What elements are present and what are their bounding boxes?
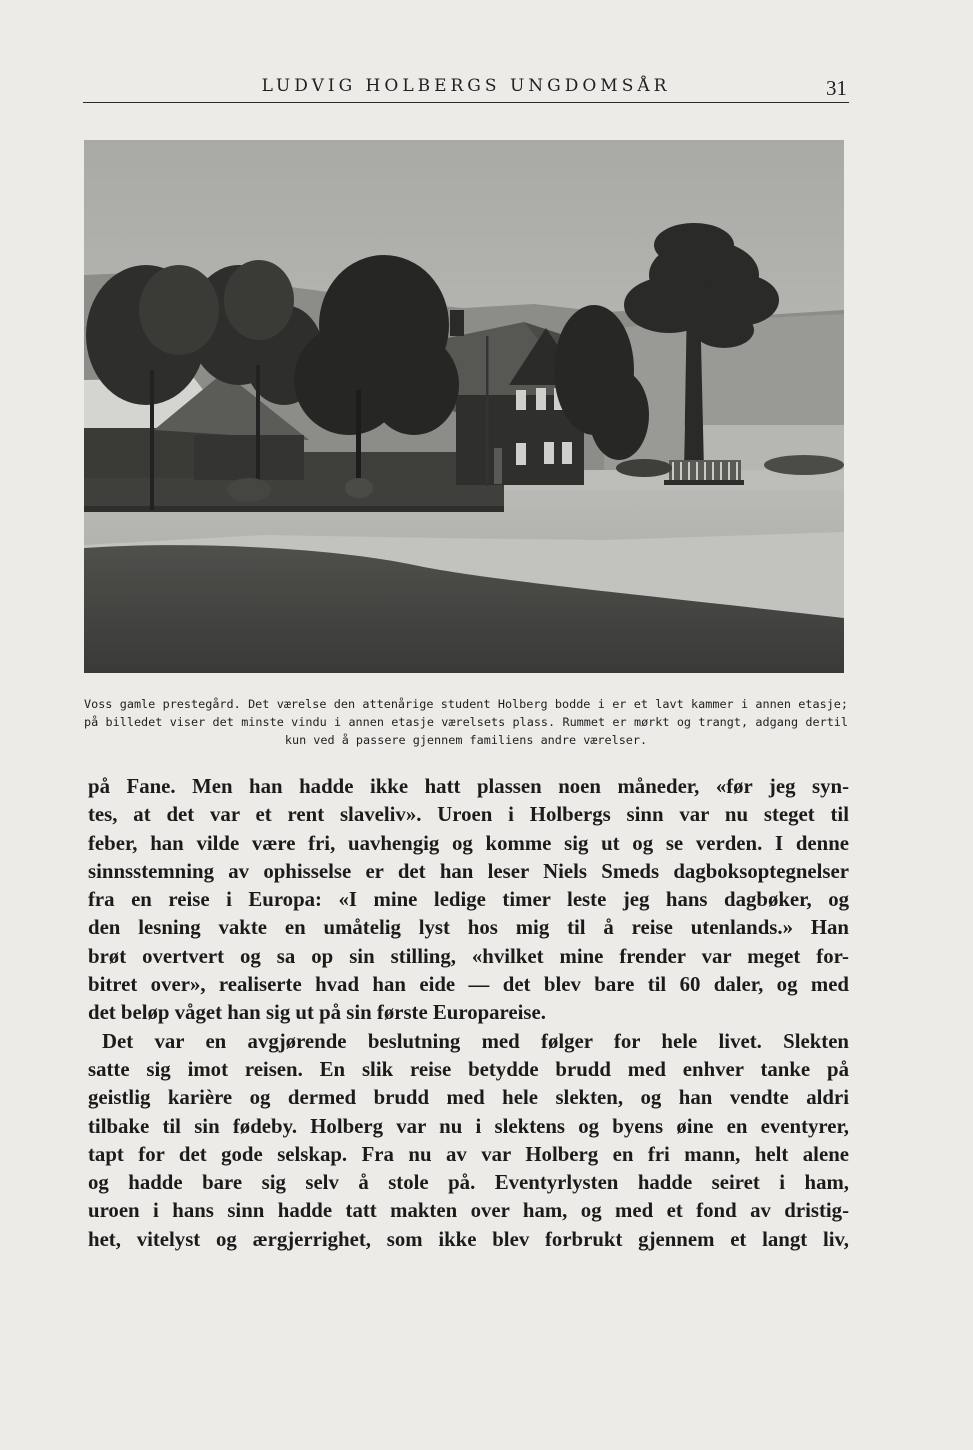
text-line: brøt overtvert og sa op sin stilling, «hvilket mine frender var meget for- xyxy=(88,944,849,968)
paragraph-end-line: det beløp våget han sig ut på sin første Europareise. xyxy=(88,1001,546,1025)
text-line: og hadde bare sig selv å stole på. Eventyrlysten hadde seiret i ham, xyxy=(88,1171,849,1195)
photograph-parsonage xyxy=(84,140,844,673)
text-line: geistlig karière og dermed brudd med hele slekten, og han vendte aldri xyxy=(88,1086,849,1110)
text-line: satte sig imot reisen. En slik reise betydde brudd med enhver tanke på xyxy=(88,1057,849,1081)
text-line: tes, at det var et rent slaveliv». Uroen i Holbergs sinn var nu steget til xyxy=(88,803,849,827)
text-line: feber, han vilde være fri, uavhengig og komme sig ut og se verden. I denne xyxy=(88,831,849,855)
text-line: tapt for det gode selskap. Fra nu av var Holberg en fri mann, helt alene xyxy=(88,1142,849,1166)
text-line: bitret over», realiserte hvad han eide — det blev bare til 60 daler, og med xyxy=(88,973,849,997)
text-line: het, vitelyst og ærgjerrighet, som ikke blev forbrukt gjennem et langt liv, xyxy=(88,1227,849,1251)
running-title: LUDVIG HOLBERGS UNGDOMSÅR xyxy=(261,76,671,96)
figure-caption: Voss gamle prestegård. Det værelse den attenårige student Holberg bodde i er et lavt kammer i annen etasje; på billedet viser det minste vindu i annen etasje værelsets plass. Rummet er mørkt og trangt, adgang dertil kun ved å passere gjennem familiens andre værelser. xyxy=(84,697,848,747)
text-line: på Fane. Men han hadde ikke hatt plassen noen måneder, «før jeg syn- xyxy=(88,775,849,798)
page-number: 31 xyxy=(826,76,847,100)
text-line: uroen i hans sinn hadde tatt makten over ham, og med et fond av dristig- xyxy=(88,1199,849,1223)
photograph-illustration xyxy=(84,140,844,673)
text-line: sinnsstemning av ophisselse er det han leser Niels Smeds dagboksoptegnelser xyxy=(88,859,849,883)
header-rule xyxy=(83,102,849,103)
text-line: tilbake til sin fødeby. Holberg var nu i slektens og byens øine en eventyrer, xyxy=(88,1114,849,1138)
text-line: den lesning vakte en umåtelig lyst hos mig til å reise utenlands.» Han xyxy=(88,916,849,940)
body-text xyxy=(88,773,849,1254)
running-head xyxy=(83,72,849,102)
text-line: fra en reise i Europa: «I mine ledige timer leste jeg hans dagbøker, og xyxy=(88,888,849,912)
paragraph-start-line: Det var en avgjørende beslutning med følger for hele livet. Slekten xyxy=(102,1029,849,1053)
